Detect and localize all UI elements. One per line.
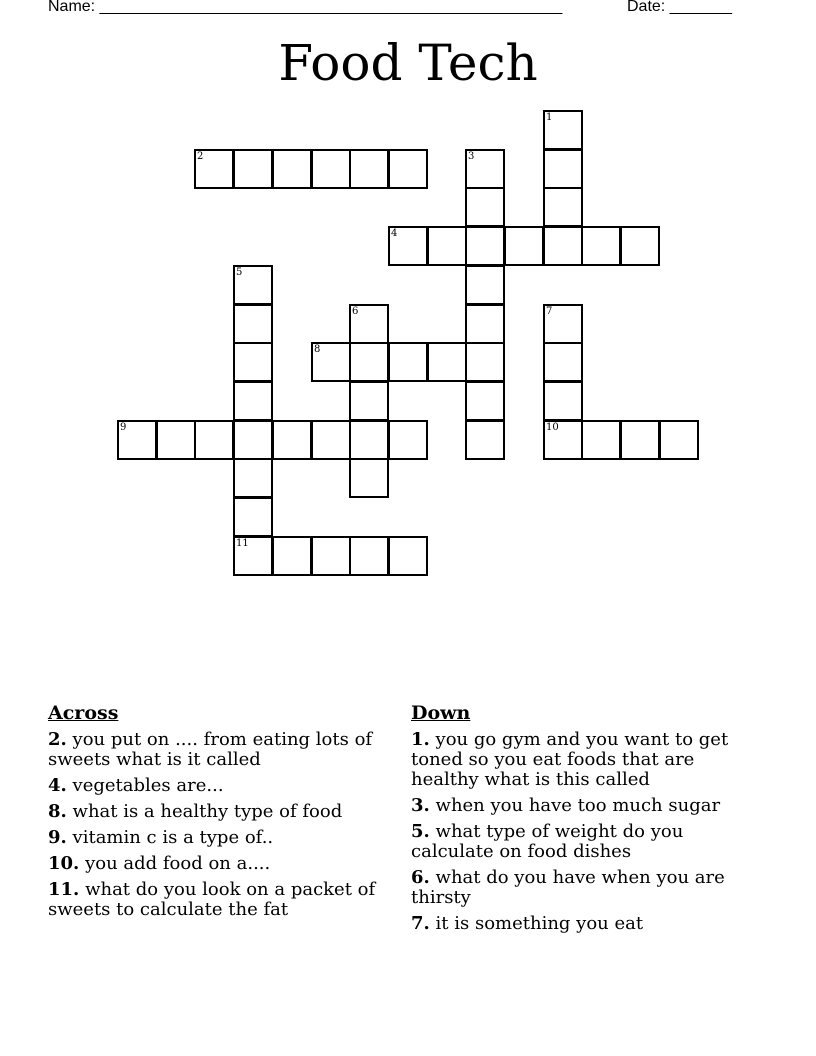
page-title: Food Tech	[278, 34, 538, 92]
clue-down-3: 3. when you have too much sugar	[411, 795, 721, 816]
crossword-cell[interactable]	[311, 342, 351, 382]
crossword-cell[interactable]	[349, 304, 389, 344]
crossword-cell[interactable]	[233, 149, 273, 189]
crossword-cell[interactable]	[543, 381, 583, 421]
crossword-cell[interactable]	[272, 420, 312, 460]
crossword-cell[interactable]	[194, 420, 234, 460]
crossword-cell[interactable]	[233, 458, 273, 498]
crossword-cell[interactable]	[659, 420, 699, 460]
crossword-cell[interactable]	[504, 226, 544, 266]
crossword-cell[interactable]	[543, 420, 583, 460]
crossword-cell[interactable]	[311, 420, 351, 460]
crossword-cell[interactable]	[233, 420, 273, 460]
crossword-cell[interactable]	[272, 536, 312, 576]
crossword-cell[interactable]	[233, 536, 273, 576]
crossword-cell[interactable]	[620, 420, 660, 460]
crossword-cell[interactable]	[388, 536, 428, 576]
clue-down-5: 5. what type of weight do you calculate on food dishes	[411, 821, 684, 862]
crossword-cell[interactable]	[465, 187, 505, 227]
crossword-cell[interactable]	[465, 420, 505, 460]
cell-number: 7	[546, 306, 553, 317]
crossword-cell[interactable]	[581, 226, 621, 266]
crossword-cell[interactable]	[233, 497, 273, 537]
cell-number: 4	[391, 228, 398, 239]
crossword-cell[interactable]	[349, 342, 389, 382]
cell-number: 6	[352, 306, 359, 317]
crossword-cell[interactable]	[543, 110, 583, 150]
down-clues	[411, 702, 756, 940]
crossword-cell[interactable]	[465, 265, 505, 305]
crossword-cell[interactable]	[388, 149, 428, 189]
crossword-cell[interactable]	[311, 536, 351, 576]
crossword-cell[interactable]	[427, 226, 467, 266]
crossword-cell[interactable]	[465, 342, 505, 382]
crossword-cell[interactable]	[465, 381, 505, 421]
crossword-cell[interactable]	[388, 226, 428, 266]
cell-number: 11	[236, 538, 249, 549]
cell-number: 9	[120, 422, 127, 433]
crossword-cell[interactable]	[194, 149, 234, 189]
crossword-cell[interactable]	[388, 342, 428, 382]
clue-across-4: 4. vegetables are...	[48, 775, 224, 796]
crossword-cell[interactable]	[427, 342, 467, 382]
crossword-cell[interactable]	[465, 149, 505, 189]
crossword-cell[interactable]	[543, 187, 583, 227]
crossword-cell[interactable]	[349, 420, 389, 460]
crossword-cell[interactable]	[233, 265, 273, 305]
clue-down-6: 6. what do you have when you are thirsty	[411, 867, 725, 908]
cell-number: 8	[314, 344, 321, 355]
crossword-cell[interactable]	[233, 381, 273, 421]
clue-across-11: 11. what do you look on a packet of sweets to calculate the fat	[48, 879, 376, 920]
across-clues	[48, 702, 393, 926]
crossword-cell[interactable]	[233, 342, 273, 382]
crossword-cell[interactable]	[156, 420, 196, 460]
clue-down-7: 7. it is something you eat	[411, 913, 644, 934]
crossword-cell[interactable]	[117, 420, 157, 460]
cell-number: 10	[546, 422, 559, 433]
crossword-cell[interactable]	[388, 420, 428, 460]
crossword-cell[interactable]	[349, 536, 389, 576]
crossword-cell[interactable]	[465, 226, 505, 266]
crossword-cell[interactable]	[311, 149, 351, 189]
crossword-cell[interactable]	[543, 149, 583, 189]
cell-number: 5	[236, 267, 243, 278]
clue-down-1: 1. you go gym and you want to get toned so you eat foods that are healthy what is this called	[411, 729, 729, 790]
crossword-cell[interactable]	[543, 226, 583, 266]
crossword-cell[interactable]	[581, 420, 621, 460]
crossword-cell[interactable]	[543, 342, 583, 382]
crossword-cell[interactable]	[620, 226, 660, 266]
clue-across-2: 2. you put on .... from eating lots of sweets what is it called	[48, 729, 373, 770]
crossword-cell[interactable]	[272, 149, 312, 189]
across-heading: Across	[48, 702, 119, 724]
cell-number: 1	[546, 112, 553, 123]
crossword-cell[interactable]	[543, 304, 583, 344]
down-heading: Down	[411, 702, 471, 724]
clue-across-10: 10. you add food on a....	[48, 853, 271, 874]
clue-across-8: 8. what is a healthy type of food	[48, 801, 343, 822]
cell-number: 3	[468, 151, 475, 162]
crossword-cell[interactable]	[233, 304, 273, 344]
clue-across-9: 9. vitamin c is a type of..	[48, 827, 274, 848]
crossword-cell[interactable]	[349, 149, 389, 189]
crossword-cell[interactable]	[349, 458, 389, 498]
crossword-cell[interactable]	[465, 304, 505, 344]
cell-number: 2	[197, 151, 204, 162]
name-field-label: Name: ____________________________________________________	[48, 0, 563, 15]
crossword-cell[interactable]	[349, 381, 389, 421]
date-field-label: Date: _______	[627, 0, 732, 15]
